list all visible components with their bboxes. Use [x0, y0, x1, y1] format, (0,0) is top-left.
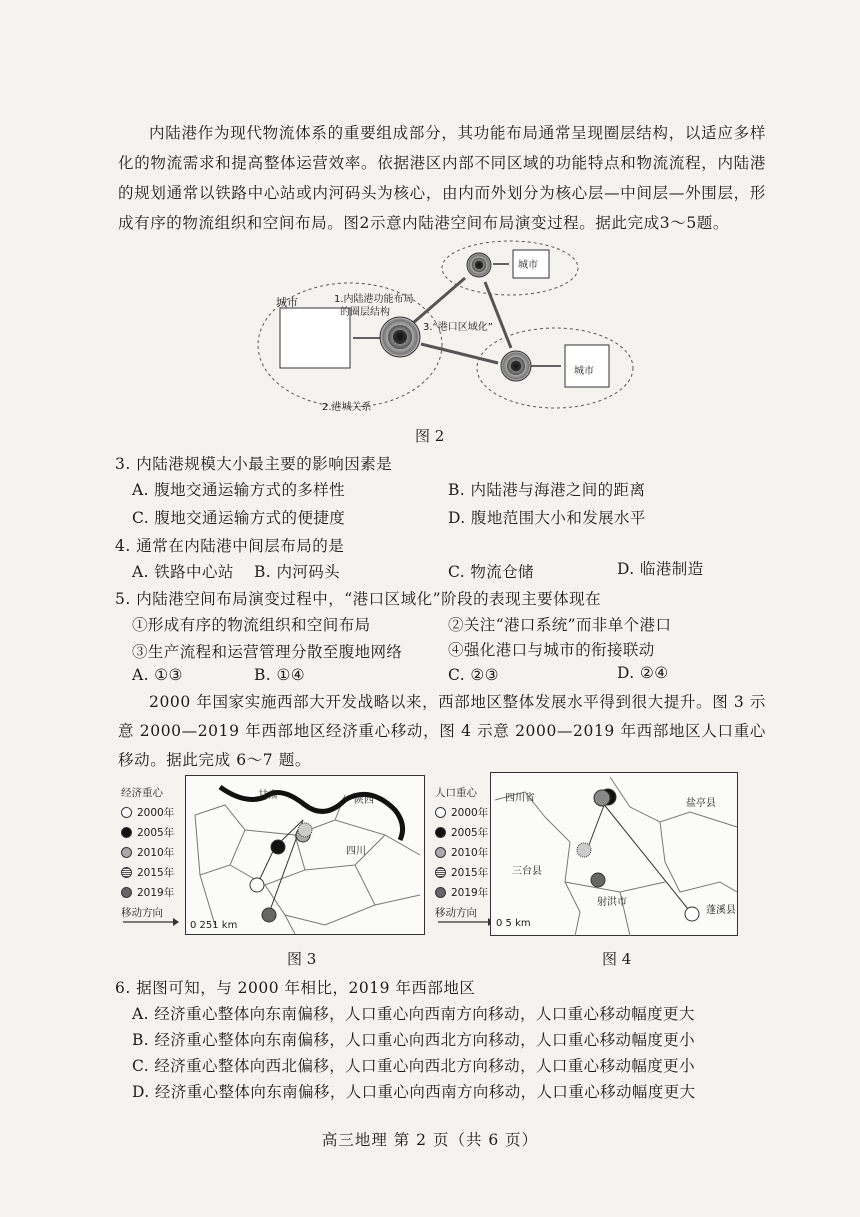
q6-option-b: B. 经济重心整体向东南偏移，人口重心向西北方向移动，人口重心移动幅度更小 — [132, 1031, 696, 1049]
fig4-legend-title: 人口重心 — [435, 786, 477, 799]
fig4-legend — [435, 782, 488, 922]
fig2-label-2: 2.港城关系 — [322, 402, 372, 413]
fig4-move-arrow — [436, 915, 496, 929]
fig4-legend-2010: 2010年 — [451, 846, 489, 859]
q5-stem: 5. 内陆港空间布局演变过程中，“港口区域化”阶段的表现主要体现在 — [115, 590, 602, 608]
q5-option-c: C. ②③ — [448, 666, 499, 684]
q6-option-c: C. 经济重心整体向西北偏移，人口重心向西北方向移动，人口重心移动幅度更小 — [132, 1057, 695, 1075]
legend-2000-marker — [435, 807, 446, 818]
fig3-shaanxi-label: 陕西 — [354, 795, 374, 806]
legend-2019-marker — [121, 887, 132, 898]
fig4-legend-2005: 2005年 — [451, 826, 489, 839]
q5-option-d: D. ②④ — [617, 664, 669, 682]
fig4-2000-point — [685, 907, 699, 921]
fig3-legend-2005: 2005年 — [137, 826, 175, 839]
fig3-sichuan-label: 四川 — [346, 846, 366, 857]
fig4-legend-2015: 2015年 — [451, 866, 489, 879]
q4-option-d: D. 临港制造 — [617, 560, 704, 578]
fig2-left-city-label: 城市 — [276, 296, 298, 309]
top-city-port-ellipse — [442, 241, 578, 295]
q3-option-c: C. 腹地交通运输方式的便捷度 — [132, 509, 346, 527]
q3-option-b: B. 内陆港与海港之间的距离 — [448, 481, 646, 499]
fig3-legend-title: 经济重心 — [121, 786, 163, 799]
fig2-top-city-label: 城市 — [518, 260, 538, 271]
page-footer: 高三地理 第 2 页（共 6 页） — [321, 1131, 539, 1149]
intro2-paragraph: 2000 年国家实施西部大开发战略以来，西部地区整体发展水平得到很大提升。图 3 示意 2000—2019 年西部地区经济重心移动，图 4 示意 2000—2019 年西部地区人口重心移动。据此完成 6～7 题。 — [118, 693, 766, 769]
q5-statement-3: ③生产流程和运营管理分散至腹地网络 — [132, 643, 403, 661]
fig3-move-arrow — [121, 915, 181, 929]
q6-option-a: A. 经济重心整体向东南偏移，人口重心向西南方向移动，人口重心移动幅度更大 — [132, 1005, 695, 1023]
core-port-hub — [380, 317, 420, 357]
fig3-legend-2019: 2019年 — [137, 886, 175, 899]
legend-2010-marker — [435, 847, 446, 858]
q5-option-a: A. ①③ — [132, 666, 183, 684]
fig4-pengxi-label: 蓬溪县 — [706, 905, 736, 916]
right-city-port-ellipse — [477, 328, 633, 408]
legend-2015-marker — [435, 867, 446, 878]
q4-option-a: A. 铁路中心站 — [132, 563, 234, 581]
figure-3-caption: 图 3 — [287, 950, 317, 968]
legend-2000-marker — [121, 807, 132, 818]
fig4-2010-point — [594, 790, 610, 806]
figure-3-map — [185, 775, 425, 935]
fig3-2000-point — [250, 878, 264, 892]
fig3-legend — [121, 782, 174, 922]
fig3-legend-2015: 2015年 — [137, 866, 175, 879]
fig4-legend-move: 移动方向 — [435, 906, 477, 919]
fig3-legend-2000: 2000年 — [137, 806, 175, 819]
legend-2010-marker — [121, 847, 132, 858]
fig4-scale: 0 5 km — [496, 918, 531, 929]
q3-stem: 3. 内陆港规模大小最主要的影响因素是 — [115, 455, 393, 473]
q4-option-b: B. 内河码头 — [254, 563, 341, 581]
q3-option-a: A. 腹地交通运输方式的多样性 — [132, 481, 346, 499]
legend-2015-marker — [121, 867, 132, 878]
q5-option-b: B. ①④ — [254, 666, 306, 684]
fig2-label-3: 3.“港口区域化” — [423, 322, 493, 333]
legend-2005-marker — [435, 827, 446, 838]
legend-2005-marker — [121, 827, 132, 838]
right-port-hub — [501, 351, 531, 381]
fig4-province-label: 四川省 — [505, 793, 535, 804]
fig4-santai-label: 三台县 — [512, 866, 542, 877]
fig3-scale: 0 251 km — [190, 920, 238, 931]
fig3-2005-point — [271, 840, 285, 854]
q4-stem: 4. 通常在内陆港中间层布局的是 — [115, 537, 345, 555]
fig4-2015-point — [577, 843, 591, 857]
figure-2-caption: 图 2 — [415, 427, 445, 445]
q4-option-c: C. 物流仓储 — [448, 563, 534, 581]
fig3-2015-point — [298, 823, 312, 837]
q5-statement-2: ②关注“港口系统”而非单个港口 — [448, 616, 672, 634]
fig4-yanting-label: 盐亭县 — [686, 798, 716, 809]
fig3-legend-2010: 2010年 — [137, 846, 175, 859]
fig4-legend-2000: 2000年 — [451, 806, 489, 819]
fig3-legend-move: 移动方向 — [121, 906, 163, 919]
fig3-2019-point — [262, 908, 276, 922]
fig2-label-1-line2: 的圈层结构 — [340, 307, 390, 318]
q5-statement-4: ④强化港口与城市的衔接联动 — [448, 641, 655, 659]
legend-2019-marker — [435, 887, 446, 898]
q3-option-d: D. 腹地范围大小和发展水平 — [448, 509, 646, 527]
fig4-2019-point — [591, 873, 605, 887]
intro-paragraph: 内陆港作为现代物流体系的重要组成部分，其功能布局通常呈现圈层结构，以适应多样化的物流需求和提高整体运营效率。依据港区内部不同区域的功能特点和物流流程，内陆港的规划通常以铁路中心站或内河码头为核心，由内而外划分为核心层—中间层—外围层，形成有序的物流组织和空间布局。图2示意内陆港空间布局演变过程。据此完成3～5题。 — [118, 124, 766, 232]
fig2-label-1-line1: 1.内陆港功能布局 — [334, 294, 414, 305]
fig4-shehong-label: 射洪市 — [597, 897, 627, 908]
top-port-hub — [467, 253, 491, 277]
fig2-right-city-label: 城市 — [574, 366, 594, 377]
fig4-legend-2019: 2019年 — [451, 886, 489, 899]
figure-4-caption: 图 4 — [602, 950, 632, 968]
q6-stem: 6. 据图可知，与 2000 年相比，2019 年西部地区 — [115, 979, 476, 997]
q5-statement-1: ①形成有序的物流组织和空间布局 — [132, 616, 371, 634]
q6-option-d: D. 经济重心整体向东南偏移，人口重心向西南方向移动，人口重心移动幅度更大 — [132, 1083, 696, 1101]
fig3-gansu-label: 甘肃 — [258, 790, 278, 801]
